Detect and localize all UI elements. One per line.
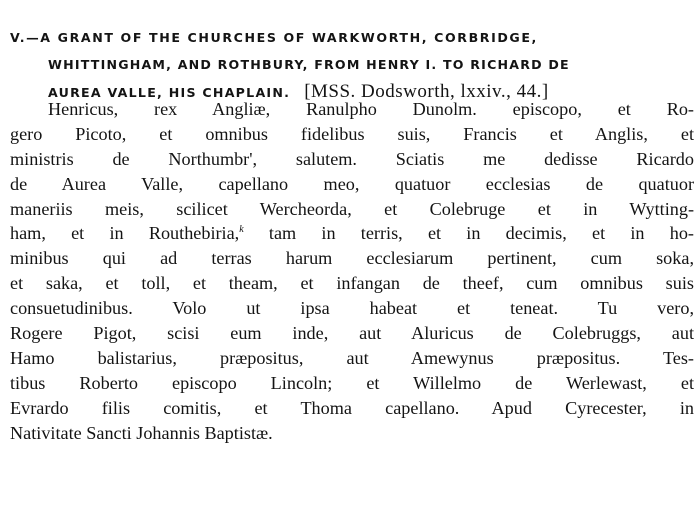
text-line-3: ministris de Northumbr', salutem. Sciatis me dedisse Ricardo: [10, 148, 694, 169]
text-line-2: gero Picoto, et omnibus fidelibus suis, Francis et Anglis, et: [10, 123, 694, 144]
text-line-12: tibus Roberto episcopo Lincoln; et Willelmo de Werlewast, et: [10, 372, 694, 393]
footnote-marker: k: [239, 224, 244, 236]
heading-line-3-text: AUREA VALLE, HIS CHAPLAIN.: [48, 85, 291, 100]
text-line-4: de Aurea Valle, capellano meo, quatuor ecclesias de quatuor: [10, 173, 694, 194]
heading-line-2: WHITTINGHAM, AND ROTHBURY, FROM HENRY I. TO RICHARD DE: [48, 57, 570, 72]
text-line-7: minibus qui ad terras harum ecclesiarum pertinent, cum soka,: [10, 248, 694, 269]
text-line-6: [10, 221, 694, 246]
text-line-13: Evrardo filis comitis, et Thoma capellano. Apud Cyrecester, in: [10, 397, 694, 418]
text-line-9: consuetudinibus. Volo ut ipsa habeat et teneat. Tu vero,: [10, 298, 694, 319]
heading-line-1: V.—A GRANT OF THE CHURCHES OF WARKWORTH, CORBRIDGE,: [10, 30, 538, 45]
text-line-6-start: ham, et in Routhebiria,: [10, 223, 240, 244]
document-heading: [10, 24, 690, 105]
text-line-11: Hamo balistarius, præpositus, aut Amewynus præpositus. Tes-: [10, 347, 694, 368]
text-line-14: Nativitate Sancti Johannis Baptistæ.: [10, 422, 273, 443]
charter-text: [10, 97, 694, 445]
text-line-8: et saka, et toll, et theam, et infangan de theef, cum omnibus suis: [10, 273, 694, 294]
text-line-5: maneriis meis, scilicet Wercheorda, et Colebruge et in Wytting-: [10, 198, 694, 219]
text-line-1: Henricus, rex Angliæ, Ranulpho Dunolm. episcopo, et Ro-: [48, 99, 694, 119]
text-line-10: Rogere Pigot, scisi eum inde, aut Aluricus de Colebruggs, aut: [10, 323, 694, 344]
text-line-6-end: tam in terris, et in decimis, et in ho-: [243, 223, 694, 244]
manuscript-source-reference: [MSS. Dodsworth, lxxiv., 44.]: [304, 81, 549, 102]
